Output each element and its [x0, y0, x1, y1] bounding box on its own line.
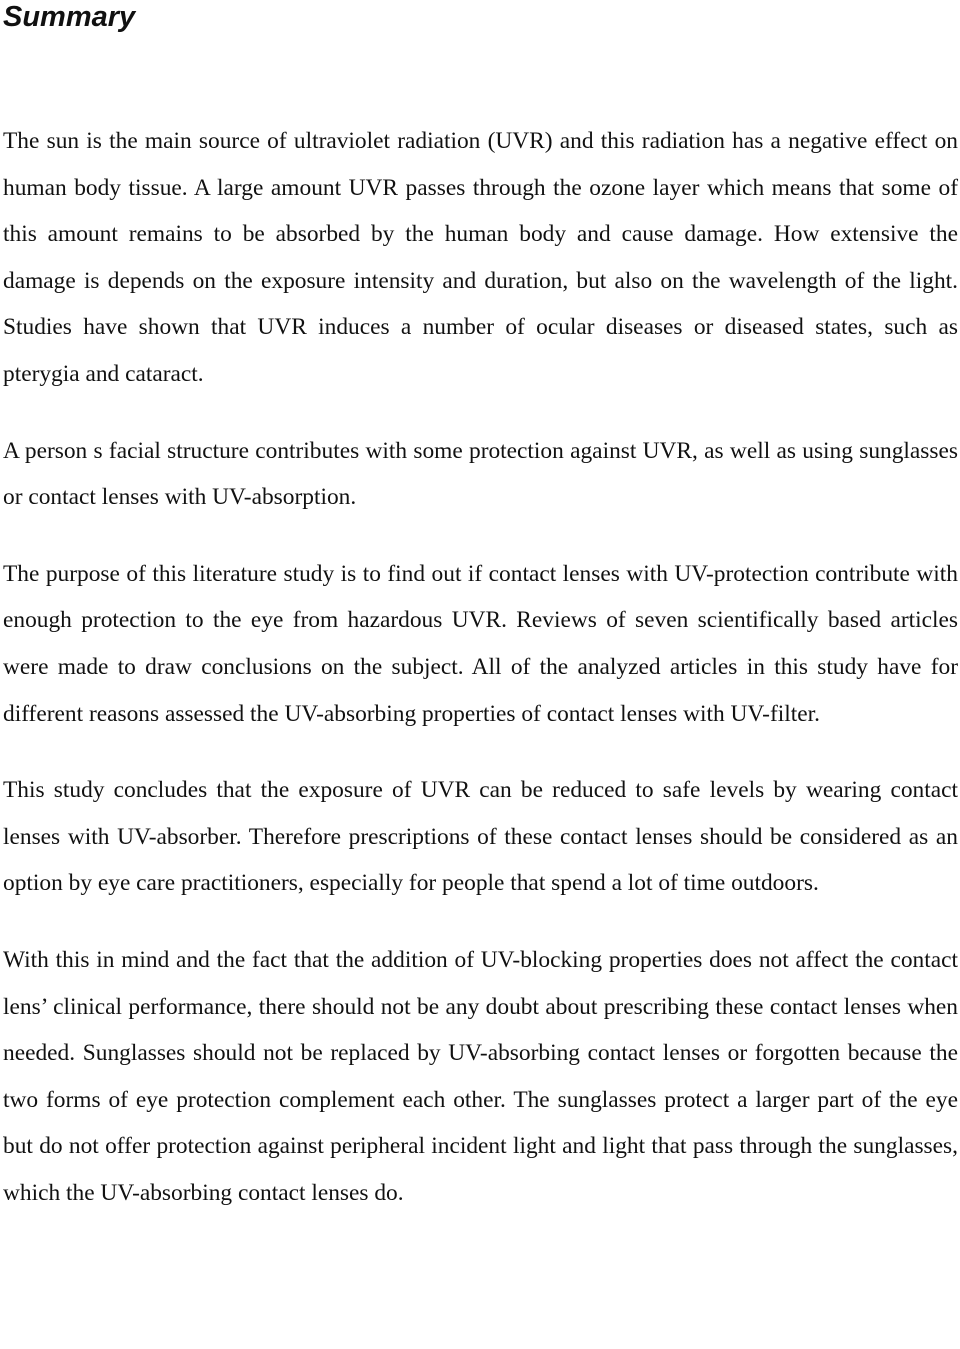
summary-body: [3, 118, 958, 1216]
paragraph-2: A person s facial structure contributes with some protection against UVR, as well as using sunglasses or contact lenses with UV-absorption.: [3, 437, 958, 511]
paragraph-5: With this in mind and the fact that the addition of UV-blocking properties does not affect the contact lens’ clinical performance, there should not be any doubt about prescribing these contact lenses when needed. Sunglasses should not be replaced by UV-absorbing contact lenses or forgotten because the two forms of eye protection complement each other. The sunglasses protect a larger part of the eye but do not offer protection against peripheral incident light and light that pass through the sunglasses, which the UV-absorbing contact lenses do.: [3, 946, 958, 1206]
paragraph-4: This study concludes that the exposure of UVR can be reduced to safe levels by wearing contact lenses with UV-absorber. Therefore prescriptions of these contact lenses should be considered as an option by eye care practitioners, especially for people that spend a lot of time outdoors.: [3, 777, 958, 897]
paragraph-1: The sun is the main source of ultraviolet radiation (UVR) and this radiation has a negative effect on human body tissue. A large amount UVR passes through the ozone layer which means that some of this amount remains to be absorbed by the human body and cause damage. How extensive the damage is depends on the exposure intensity and duration, but also on the wavelength of the light. Studies have shown that UVR induces a number of ocular diseases or diseased states, such as pterygia and cataract.: [3, 128, 958, 387]
paragraph-3: The purpose of this literature study is to find out if contact lenses with UV-protection contribute with enough protection to the eye from hazardous UVR. Reviews of seven scientifically based articles were made to draw conclusions on the subject. All of the analyzed articles in this study have for different reasons assessed the UV-absorbing properties of contact lenses with UV-filter.: [3, 560, 958, 727]
page-title: Summary: [3, 1, 136, 33]
